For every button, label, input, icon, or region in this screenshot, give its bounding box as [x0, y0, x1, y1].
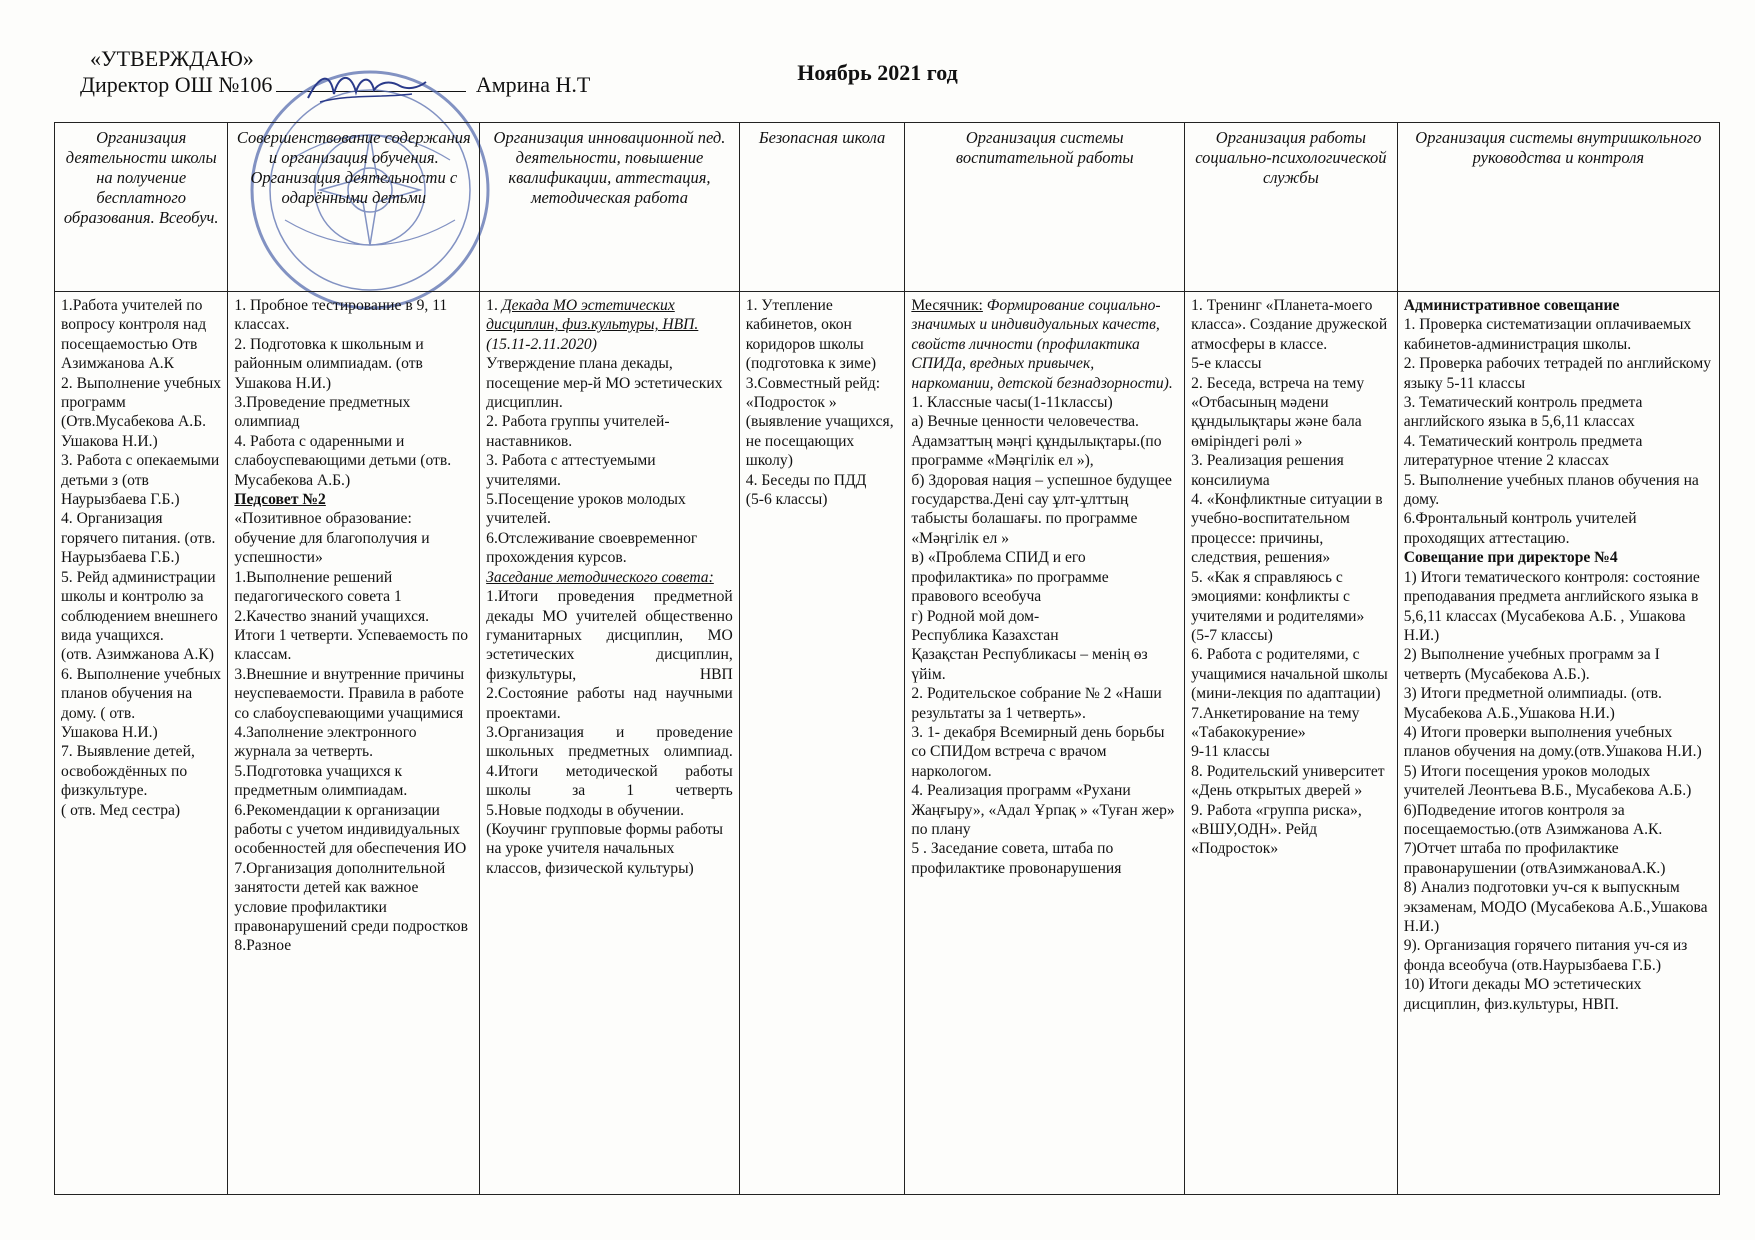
- list-item: 1. Пробное тестирование в 9, 11 классах.: [234, 297, 448, 334]
- list-item: 2. Проверка рабочих тетрадей по английскому языку 5-11 классы: [1403, 355, 1712, 392]
- list-item: 1) Итоги тематического контроля: состояние преподавания предмета английского языка в 5,6,11 классах (Мусабекова А.Б. , Ушакова Н.И.): [1403, 568, 1700, 644]
- list-item: ( отв. Мед сестра): [61, 801, 181, 819]
- list-item: 4. Работа с одаренными и слабоуспевающими детьми (отв. Мусабекова А.Б.): [234, 432, 452, 489]
- approve-label: «УТВЕРЖДАЮ»: [90, 46, 254, 71]
- list-item: 2.Качество знаний учащихся. Итоги 1 четверти. Успеваемость по классам.: [234, 607, 469, 664]
- decade-number: 1.: [486, 297, 502, 314]
- cell-upbringing: [905, 292, 1185, 1195]
- cell-vseobuch: [55, 292, 228, 1195]
- list-item: 6.Рекомендации к организации работы с учетом индивидуальных особенностей для обеспечения ИО: [234, 801, 467, 858]
- list-item: 9. Работа «группа риска», «ВШУ,ОДН». Рейд «Подросток»: [1191, 801, 1362, 858]
- list-item: 3) Итоги предметной олимпиады. (отв. Мусабекова А.Б.,Ушакова Н.И.): [1403, 685, 1662, 722]
- list-item: 2. Родительское собрание № 2 «Наши результаты за 1 четверть».: [911, 685, 1162, 722]
- list-item: 9). Организация горячего питания уч-ся из фонда всеобуча (отв.Наурызбаева Г.Б.): [1403, 937, 1688, 974]
- list-item: 2. Выполнение учебных программ (Отв.Мусабекова А.Б. Ушакова Н.И.): [61, 374, 222, 450]
- list-item: 7. Выявление детей, освобождённых по физкультуре.: [61, 743, 195, 800]
- header-vseobuch: Организация деятельности школы на получение бесплатного образования. Всеобуч.: [55, 123, 228, 292]
- list-item: 5-е классы: [1191, 355, 1262, 373]
- list-item: б) Здоровая нация – успешное будущее государства.Дені сау ұлт-ұлттың табысты болашағы. по программе «Мәңгілік ел »: [911, 471, 1172, 547]
- month-theme: [911, 296, 1178, 393]
- list-item: 7)Отчет штаба по профилактике правонарушении (отвАзимжановаА.К.): [1403, 840, 1666, 877]
- list-item: 2.Состояние работы над научными проектами.: [486, 685, 733, 722]
- list-item: 3.Внешние и внутренние причины неуспеваемости. Правила в работе со слабоуспевающими учащимися: [234, 665, 465, 722]
- header-methodical-work: Организация инновационной пед. деятельности, повышение квалификации, аттестация, методическая работа: [480, 123, 740, 292]
- list-item: 5 . Заседание совета, штаба по профилактике провонарушения: [911, 840, 1122, 877]
- list-item: 5.Новые подходы в обучении. (Коучинг групповые формы работы на уроке учителя начальных классов, физической культуры): [486, 801, 723, 877]
- list-item: 3.Проведение предметных олимпиад: [234, 394, 411, 431]
- admin-meeting-title: Административное совещание: [1403, 297, 1620, 314]
- list-item: 2. Подготовка к школьным и районным олимпиадам. (отв Ушакова Н.И.): [234, 335, 424, 392]
- header-upbringing: Организация системы воспитательной работы: [905, 123, 1185, 292]
- list-item: 4.Итоги методической работы школы за 1 четверть: [486, 762, 733, 800]
- list-item: 6. Выполнение учебных планов обучения на дому. ( отв.: [61, 665, 222, 722]
- header-internal-control: Организация системы внутришкольного руководства и контроля: [1397, 123, 1719, 292]
- list-item: 2) Выполнение учебных программ за I четверть (Мусабекова А.Б.).: [1403, 646, 1660, 683]
- list-item: 1. Утепление кабинетов, окон коридоров школы (подготовка к зиме): [745, 297, 877, 373]
- list-item: 3. Тематический контроль предмета английского языка в 5,6,11 классах: [1403, 394, 1643, 431]
- director-name: Амрина Н.Т: [475, 72, 591, 97]
- cell-safe-school: [739, 292, 905, 1195]
- list-item: (5-6 классы): [745, 491, 828, 509]
- list-item: 4. «Конфликтные ситуации в учебно-воспитательном процессе: причины, следствия, решения»: [1191, 491, 1383, 567]
- list-item: «Позитивное образование: обучение для благополучия и успешности»: [234, 510, 430, 567]
- list-item: Қазақстан Республикасы – менің өз үйім.: [911, 646, 1148, 683]
- list-item: 4) Итоги проверки выполнения учебных планов обучения на дому.(отв.Ушакова Н.И.): [1403, 723, 1702, 761]
- page-title: Ноябрь 2021 год: [797, 60, 958, 85]
- list-item: 8) Анализ подготовки уч-ся к выпускным экзаменам, МОДО (Мусабекова А.Б.,Ушакова Н.И.): [1403, 879, 1708, 935]
- list-item: 3. 1- декабря Всемирный день борьбы со СПИДом встреча с врачом наркологом.: [911, 723, 1165, 780]
- table-header-row: [55, 123, 1720, 292]
- cell-education-content: [228, 292, 480, 1195]
- list-item: 2. Работа группы учителей-наставников.: [486, 413, 670, 450]
- list-item: 7.Анкетирование на тему «Табакокурение»: [1191, 704, 1360, 741]
- list-item: 6)Подведение итогов контроля за посещаемостью.(отв Азимжанова А.К.: [1403, 801, 1663, 838]
- list-item: 10) Итоги декады МО эстетических дисциплин, физ.культуры, НВП.: [1403, 976, 1642, 1013]
- cell-psychology-service: [1185, 292, 1398, 1195]
- list-item: 1. Тренинг «Планета-моего класса». Создание дружеской атмосферы в классе.: [1191, 297, 1388, 353]
- list-item: 6.Фронтальный контроль учителей проходящих аттестацию.: [1403, 510, 1637, 547]
- list-item: 3.Совместный рейд:: [745, 374, 881, 392]
- list-item: 5. Выполнение учебных планов обучения на дому.: [1403, 471, 1699, 509]
- director-label: Директор ОШ №106: [80, 72, 273, 97]
- list-item: а) Вечные ценности человечества. Адамзаттың мәңгі құндылықтары.(по программе «Мәңгілік ел »),: [911, 413, 1162, 470]
- list-item: 4. Реализация программ «Рухани Жаңғыру», «Адал Ұрпақ » «Туған жер» по плану: [911, 782, 1175, 838]
- list-item: 1.Итоги проведения предметной декады МО учителей общественно гуманитарных дисциплин, МО эстетических дисциплин, физкультуры, НВП: [486, 588, 733, 683]
- list-item: 8. Родительский университет «День открытых дверей »: [1191, 762, 1385, 800]
- month-theme-text: Формирование социально-значимых и индивидуальных качеств, свойств личности (профилактика СПИДа, вредных привычек, наркомании, детской безнадзорности).: [911, 297, 1173, 392]
- month-label: Месячник:: [911, 297, 983, 314]
- pedsovet-title: Педсовет №2: [234, 491, 326, 509]
- list-item: 4. Беседы по ПДД: [745, 471, 867, 489]
- monthly-plan-table: [54, 122, 1720, 1195]
- list-item: Республика Казахстан: [911, 626, 1059, 644]
- director-meeting-title: Совещание при директоре №4: [1403, 549, 1618, 567]
- list-item: 5. «Как я справляюсь с эмоциями: конфликты с учителями и родителями»: [1191, 568, 1365, 625]
- list-item: 8.Разное: [234, 937, 292, 955]
- list-item: 3. Реализация решения консилиума: [1191, 452, 1344, 489]
- list-item: 6.Отслеживание своевременног прохождения курсов.: [486, 529, 698, 567]
- header-psychology-service: Организация работы социально-психологической службы: [1185, 123, 1398, 292]
- cell-internal-control: [1397, 292, 1719, 1195]
- list-item: 3. Работа с опекаемыми детьми з (отв Наурызбаева Г.Б.): [61, 452, 220, 509]
- decade-dates: (15.11-2.11.2020): [486, 335, 597, 353]
- list-item: Ушакова Н.И.): [61, 723, 158, 741]
- list-item: 1.Работа учителей по вопросу контроля над посещаемостью Отв Азимжанова А.К: [61, 297, 207, 373]
- list-item: 4. Организация горячего питания. (отв. Наурызбаева Г.Б.): [61, 510, 216, 567]
- list-item: 1. Проверка систематизации оплачиваемых кабинетов-администрация школы.: [1403, 316, 1692, 353]
- list-item: 5) Итоги посещения уроков молодых учителей Леонтьева В.Б., Мусабекова А.Б.): [1403, 762, 1692, 800]
- header-safe-school: Безопасная школа: [739, 123, 905, 292]
- table-row: [55, 292, 1720, 1195]
- methodical-council-title: Заседание методического совета:: [486, 568, 714, 586]
- list-item: 5.Посещение уроков молодых учителей.: [486, 491, 686, 528]
- list-item: 3.Организация и проведение школьных предметных олимпиад.: [486, 723, 733, 761]
- decade-title: Декада МО эстетических дисциплин, физ.культуры, НВП.: [486, 297, 699, 334]
- list-item: 4. Тематический контроль предмета литературное чтение 2 классах: [1403, 432, 1643, 470]
- list-item: 7.Организация дополнительной занятости детей как важное условие профилактики правонарушений среди подростков: [234, 859, 468, 935]
- list-item: 9-11 классы: [1191, 743, 1270, 761]
- list-item: в) «Проблема СПИД и его профилактика» по программе правового всеобуча: [911, 549, 1109, 606]
- list-item: г) Родной мой дом-: [911, 607, 1040, 625]
- list-item: 5.Подготовка учащихся к предметным олимпиадам.: [234, 762, 408, 800]
- list-item: (5-7 классы): [1191, 626, 1273, 644]
- header-education-content: Совершенствование содержания и организация обучения. Организация деятельности с одарёнными детьми: [228, 123, 480, 292]
- list-item: 3. Работа с аттестуемыми учителями.: [486, 452, 656, 489]
- decade-line: [486, 296, 733, 354]
- list-item: (отв. Азимжанова А.К): [61, 646, 214, 664]
- list-item: 1.Выполнение решений педагогического совета 1: [234, 568, 402, 606]
- list-item: 6. Работа с родителями, с учащимися начальной школы (мини-лекция по адаптации): [1191, 646, 1388, 703]
- cell-methodical-work: [480, 292, 740, 1195]
- list-item: «Подросток » (выявление учащихся, не посещающих школу): [745, 394, 894, 470]
- list-item: 5. Рейд администрации школы и контролю за соблюдением внешнего вида учащихся.: [61, 568, 218, 644]
- list-item: 2. Беседа, встреча на тему «Отбасының мәдени құндылықтары және бала өміріндегі рөлі »: [1191, 374, 1365, 450]
- list-item: 4.Заполнение электронного журнала за четверть.: [234, 723, 417, 761]
- list-item: Утверждение плана декады, посещение мер-й МО эстетических дисциплин.: [486, 355, 723, 412]
- list-item: 1. Классные часы(1-11классы): [911, 394, 1113, 412]
